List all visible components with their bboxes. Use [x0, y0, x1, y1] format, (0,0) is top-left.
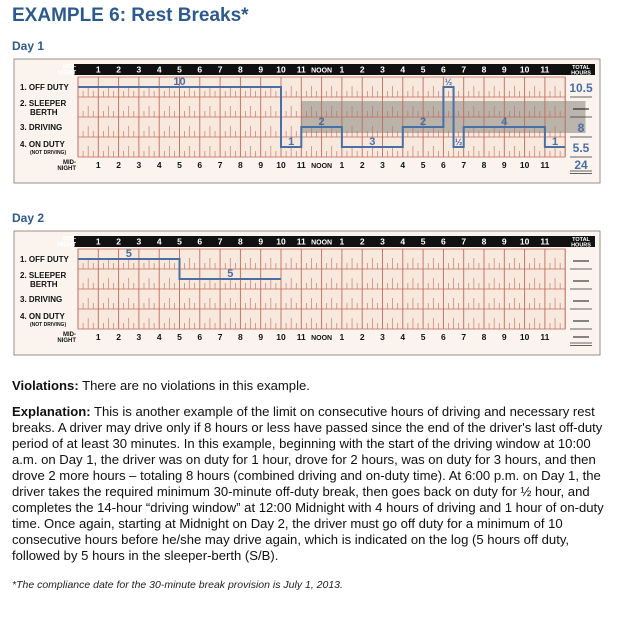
hour-label: 6 [441, 160, 446, 170]
segment-duration-label: 5 [125, 248, 132, 260]
hour-label: 5 [177, 332, 182, 342]
hour-label: NOON [311, 67, 333, 75]
hour-label: 10 [519, 64, 530, 75]
hour-label: 6 [441, 236, 446, 247]
hour-label-midnight: MID-NIGHT [57, 64, 76, 77]
hour-label: NOON [311, 163, 333, 170]
total-header-line1: TOTAL [572, 65, 590, 71]
total-header-line2: HOURS [571, 70, 591, 77]
hour-label: 4 [400, 64, 406, 75]
hour-label: 7 [461, 160, 467, 170]
hour-label: 8 [238, 64, 243, 75]
hour-label: 3 [136, 332, 142, 342]
hour-label: 4 [156, 64, 162, 75]
segment-duration-label: 10 [173, 76, 186, 88]
hour-label: 3 [380, 160, 385, 170]
row-total: 5.5 [572, 141, 590, 155]
hour-label: 9 [258, 160, 264, 170]
hour-label: 1 [339, 160, 345, 170]
hour-label: 3 [136, 236, 142, 247]
segment-duration-label: 4 [501, 116, 508, 128]
hour-label: 2 [359, 332, 365, 342]
day-2-label: Day 2 [12, 211, 45, 225]
hour-label: 9 [501, 64, 507, 75]
day-1-label: Day 1 [12, 39, 45, 53]
hour-label: 9 [501, 236, 507, 247]
hour-label: 7 [217, 236, 223, 247]
row-label-cont: BERTH [30, 280, 58, 289]
hour-label: NOON [311, 335, 333, 342]
hour-label: 11 [540, 64, 550, 75]
hour-label: 10 [519, 236, 530, 247]
hour-label: 2 [359, 160, 365, 170]
hour-label: 5 [420, 64, 426, 75]
hour-label: 6 [197, 64, 203, 75]
total-header-line1: TOTAL [572, 237, 590, 243]
violations-text: There are no violations in this example. [82, 378, 310, 393]
hour-label: 5 [420, 332, 426, 342]
hour-label: 1 [95, 332, 101, 342]
hour-label: 9 [258, 332, 264, 342]
hour-label: 9 [258, 236, 264, 247]
segment-duration-label: 2 [318, 116, 325, 128]
hour-label: 4 [400, 332, 406, 342]
hour-label: 8 [238, 236, 243, 247]
hour-label: 1 [339, 64, 345, 75]
hour-label: 10 [276, 64, 286, 75]
segment-duration-label: 1 [288, 136, 295, 148]
hour-label: 1 [95, 236, 101, 247]
hour-label: 6 [441, 64, 446, 75]
hour-label: 1 [339, 236, 345, 247]
hour-label: 6 [197, 160, 203, 170]
row-label: 1. OFF DUTY [20, 255, 69, 264]
hour-label: 9 [501, 332, 507, 342]
hour-label: 5 [177, 64, 182, 75]
hour-label-midnight: MID-NIGHT [57, 332, 76, 344]
violations-label: Violations: [12, 378, 79, 393]
total-header-line2: HOURS [571, 242, 591, 249]
row-total: 8 [577, 121, 585, 135]
segment-duration-label: ½ [454, 137, 463, 147]
hour-label: 11 [296, 236, 306, 247]
hour-label: 7 [217, 332, 223, 342]
hour-label: 8 [238, 332, 243, 342]
hour-label: 7 [461, 332, 467, 342]
hour-label: 4 [156, 236, 162, 247]
row-label: 1. OFF DUTY [20, 83, 69, 92]
hour-label: 6 [197, 332, 203, 342]
hour-label: 8 [481, 64, 487, 75]
hour-label: 8 [481, 236, 487, 247]
log-grid-day-2 [12, 230, 602, 358]
hour-label: 2 [116, 236, 121, 247]
hour-label: 11 [296, 160, 306, 170]
footnote: *The compliance date for the 30-minute break provision is July 1, 2013. [12, 579, 343, 591]
hour-label: 7 [217, 64, 223, 75]
segment-duration-label: 2 [420, 116, 427, 128]
hour-label: 7 [217, 160, 223, 170]
page-title: EXAMPLE 6: Rest Breaks* [12, 5, 249, 26]
hour-label-midnight: MID-NIGHT [57, 236, 76, 249]
hour-label: 4 [156, 332, 162, 342]
row-label: 3. DRIVING [20, 123, 63, 132]
hour-label: 11 [540, 332, 550, 342]
hour-label: 11 [540, 160, 550, 170]
hour-label: 3 [380, 64, 385, 75]
hour-label: 2 [359, 64, 365, 75]
hour-label: 2 [359, 236, 365, 247]
row-label: 2. SLEEPER [20, 271, 67, 280]
explanation-label: Explanation: [12, 404, 91, 419]
segment-duration-label: ½ [444, 77, 453, 87]
row-label: 4. ON DUTY [20, 140, 65, 149]
row-label: 2. SLEEPER [20, 99, 67, 108]
row-sublabel-not-driving: (NOT DRIVING) [30, 322, 67, 328]
hour-label: 5 [420, 236, 426, 247]
hour-label-midnight: MID-NIGHT [57, 160, 76, 172]
hour-label: 11 [540, 236, 550, 247]
row-sublabel-not-driving: (NOT DRIVING) [30, 150, 67, 156]
hour-label: 6 [197, 236, 203, 247]
hour-label: 5 [177, 160, 182, 170]
hour-label: 1 [339, 332, 345, 342]
grand-total: 24 [574, 158, 588, 172]
segment-duration-label: 3 [369, 136, 376, 148]
hour-label: 7 [461, 64, 467, 75]
hour-label: 11 [296, 64, 306, 75]
hour-label: 9 [501, 160, 507, 170]
violations-paragraph [12, 378, 612, 394]
hour-label: 2 [116, 160, 121, 170]
hour-label: 2 [116, 332, 121, 342]
hour-label: 3 [380, 332, 385, 342]
explanation-text: This is another example of the limit on consecutive hours of driving and necessary rest breaks. A driver may drive only if 8 hours or less have passed since the end of the driver's last off-duty period of at least 30 minutes. In this example, beginning with the start of the driving window at 10:00 a.m. on Day 1, the driver was on duty for 1 hour, drove for 2 hours, was on duty for 3 hours, and then drove 2 more hours – totaling 8 hours (combined driving and on-duty time). At 6:00 p.m. on Day 1, the driver takes the required minimum 30-minute off-duty break, then goes back on duty for ½ hour, and completes the 14-hour “driving window” at 12:00 Midnight with 4 hours of driving and 1 hour of on-duty time. Once again, starting at Midnight on Day 2, the driver must go off duty for a minimum of 10 consecutive hours before he/she may drive again, which is indicated on the log (5 hours off duty, followed by 5 hours in the sleeper-berth (S/B). [12, 404, 604, 563]
hour-label: 1 [95, 64, 101, 75]
hour-label: 11 [296, 332, 306, 342]
row-total: 10.5 [569, 81, 593, 95]
hour-label: 3 [380, 236, 385, 247]
row-label-cont: BERTH [30, 108, 58, 117]
hour-label: 9 [258, 64, 264, 75]
hour-label: 7 [461, 236, 467, 247]
hour-label: 3 [136, 64, 142, 75]
hour-label: 6 [441, 332, 446, 342]
hour-label: 10 [276, 236, 286, 247]
hour-label: 4 [400, 236, 406, 247]
hour-label: 4 [400, 160, 406, 170]
hour-label: 1 [95, 160, 101, 170]
hour-label: 10 [519, 332, 530, 342]
hour-label: 2 [116, 64, 121, 75]
hour-label: 4 [156, 160, 162, 170]
hour-label: 5 [177, 236, 182, 247]
hour-label: 10 [276, 332, 286, 342]
row-label: 4. ON DUTY [20, 312, 65, 321]
hour-label: 10 [276, 160, 286, 170]
segment-duration-label: 5 [227, 268, 234, 280]
row-label: 3. DRIVING [20, 295, 63, 304]
log-grid-day-1 [12, 58, 602, 186]
hour-label: 10 [519, 160, 530, 170]
segment-duration-label: 1 [551, 136, 559, 148]
hour-label: 3 [136, 160, 142, 170]
hour-label: 8 [481, 332, 487, 342]
explanation-paragraph [12, 404, 612, 564]
hour-label: NOON [311, 239, 333, 247]
hour-label: 8 [238, 160, 243, 170]
hour-label: 5 [420, 160, 426, 170]
hour-label: 8 [481, 160, 487, 170]
